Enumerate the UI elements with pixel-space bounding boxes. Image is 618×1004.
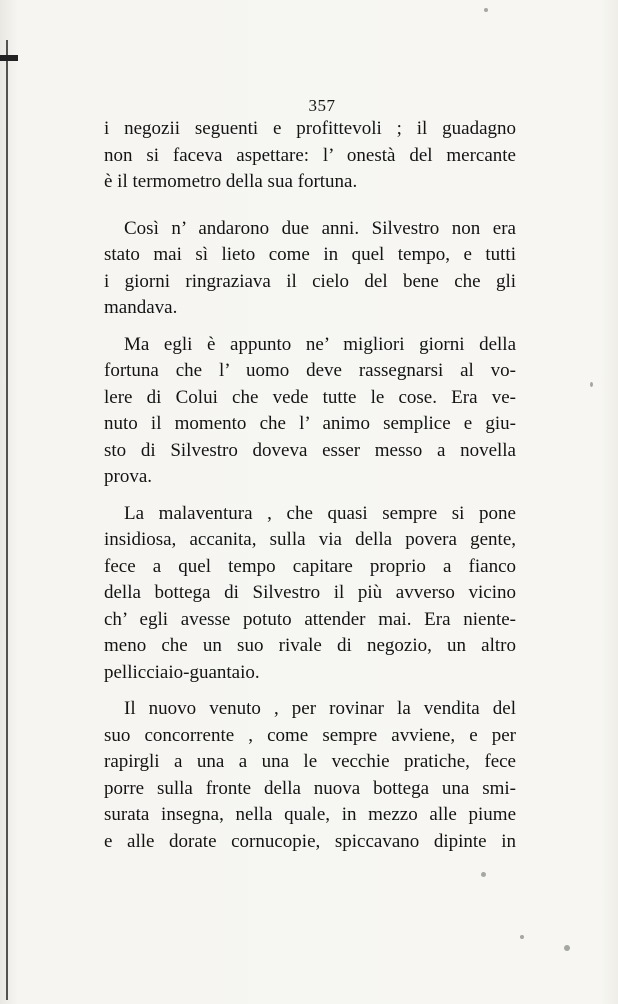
text-line: surata insegna, nella quale, in mezzo alle piume bbox=[104, 804, 516, 825]
text-line: lere di Colui che vede tutte le cose. Era ve- bbox=[104, 386, 516, 408]
text-line: Così n’ andarono due anni. Silvestro non era bbox=[124, 217, 516, 239]
text-line: rapirgli a una a una le vecchie pratiche, fece bbox=[104, 751, 516, 772]
text-line: suo concorrente , come sempre avviene, e per bbox=[104, 724, 516, 746]
text-line: mandava. bbox=[104, 297, 178, 318]
text-line: Ma egli è appunto ne’ migliori giorni della bbox=[124, 333, 516, 355]
text-line: e alle dorate cornucopie, spiccavano dipinte in bbox=[104, 830, 516, 852]
page-number: 357 bbox=[308, 96, 336, 115]
paragraph-4 bbox=[104, 501, 516, 687]
text-line: La malaventura , che quasi sempre si pone bbox=[124, 502, 516, 524]
text-line: della bottega di Silvestro il più avverso vicino bbox=[104, 582, 516, 603]
text-line: sto di Silvestro doveva esser messo a novella bbox=[104, 439, 516, 461]
text-line: insidiosa, accanita, sulla via della povera gente, bbox=[104, 529, 516, 550]
text-line: meno che un suo rivale di negozio, un altro bbox=[104, 635, 516, 656]
text-line: è il termometro della sua fortuna. bbox=[104, 171, 358, 192]
text-line: pellicciaio-guantaio. bbox=[104, 661, 260, 683]
paper-speck bbox=[564, 945, 570, 951]
paragraph-5 bbox=[104, 696, 516, 855]
text-line: non si faceva aspettare: l’ onestà del mercante bbox=[104, 144, 516, 166]
paper-speck bbox=[481, 872, 486, 877]
paper-speck bbox=[590, 382, 593, 387]
paper-speck bbox=[520, 935, 524, 939]
text-line: porre sulla fronte della nuova bottega una smi- bbox=[104, 777, 516, 799]
text-line: i giorni ringraziava il cielo del bene che gli bbox=[104, 270, 516, 292]
binding-mark bbox=[0, 55, 18, 61]
text-line: ch’ egli avesse potuto attender mai. Era niente- bbox=[104, 608, 516, 630]
paragraph-2 bbox=[104, 216, 516, 322]
paragraph-1 bbox=[104, 116, 516, 196]
text-line: i negozii seguenti e profittevoli ; il guadagno bbox=[104, 118, 516, 139]
text-line: fortuna che l’ uomo deve rassegnarsi al vo- bbox=[104, 360, 516, 381]
text-line: fece a quel tempo capitare proprio a fianco bbox=[104, 555, 516, 577]
body-text bbox=[104, 116, 516, 855]
text-line: stato mai sì lieto come in quel tempo, e tutti bbox=[104, 244, 516, 265]
binding-edge bbox=[6, 40, 8, 1000]
text-line: Il nuovo venuto , per rovinar la vendita del bbox=[124, 698, 516, 719]
paper-speck bbox=[484, 8, 488, 12]
text-line: prova. bbox=[104, 466, 153, 487]
text-line: nuto il momento che l’ animo semplice e giu- bbox=[104, 413, 516, 434]
paragraph-3 bbox=[104, 332, 516, 491]
